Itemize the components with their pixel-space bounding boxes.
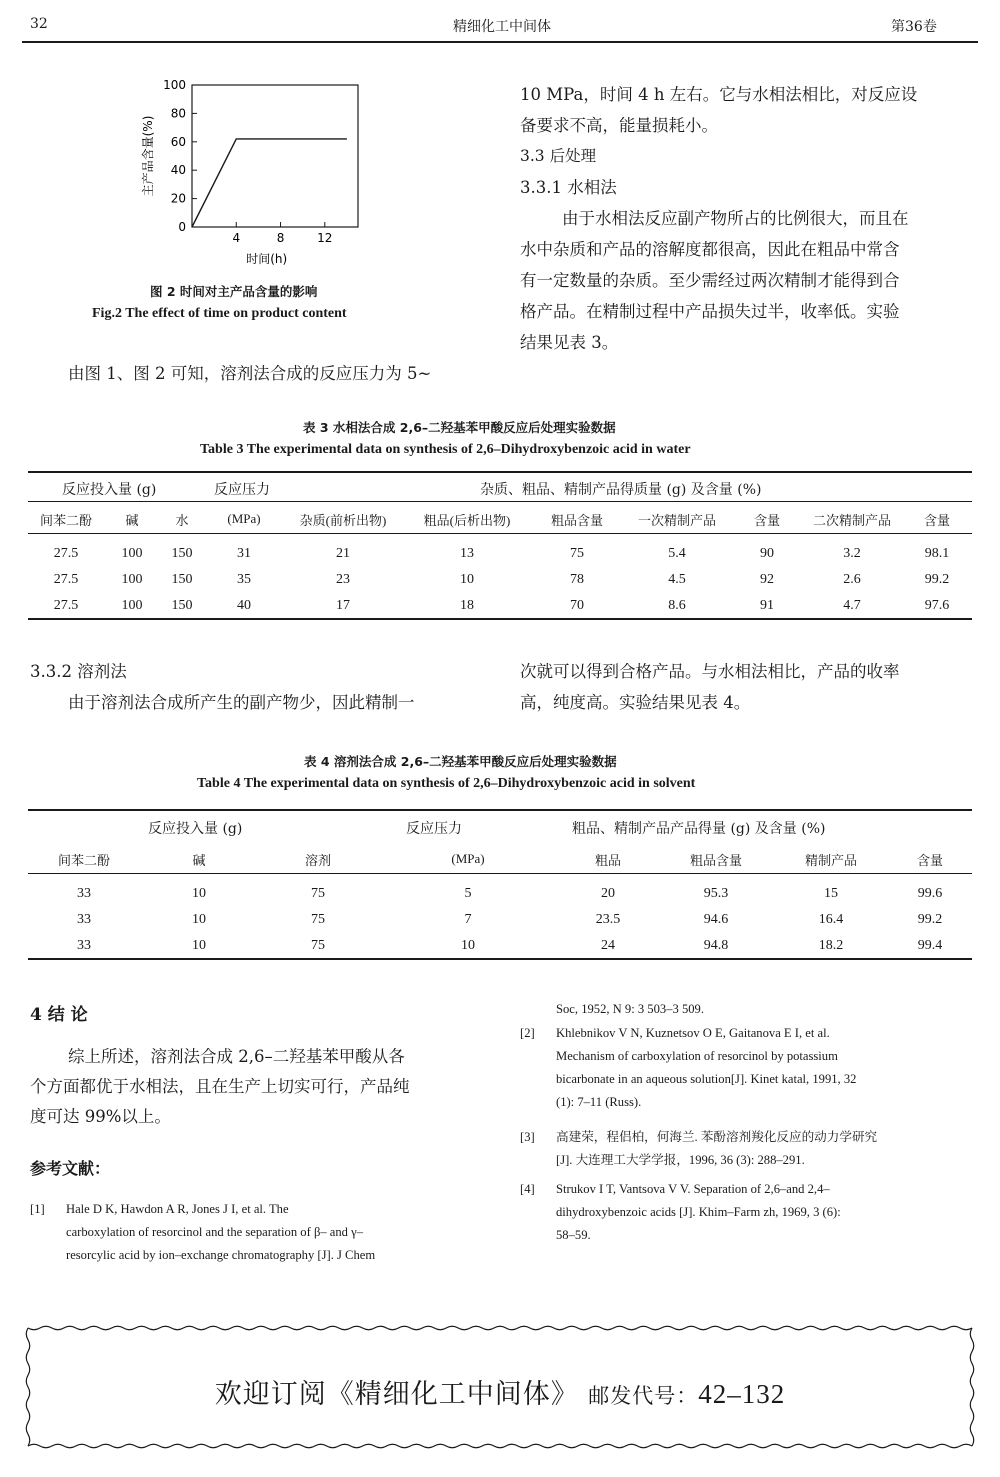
wavy-border-segment	[28, 1326, 972, 1330]
table-cell: 16.4	[818, 912, 844, 927]
column-header: 精制产品	[804, 852, 857, 868]
reference-line: resorcylic acid by ion–exchange chromatography [J]. J Chem	[66, 1248, 376, 1262]
column-header: 粗品(后析出物)	[423, 512, 511, 528]
reference-line: [J]. 大连理工大学学报，1996, 36 (3): 288–291.	[556, 1153, 805, 1167]
table-cell: 10	[460, 572, 474, 587]
column-header: 溶剂	[304, 852, 331, 868]
table-3-group-header: 杂质、粗品、精制产品得质量 (g) 及含量 (%)	[480, 482, 762, 498]
x-tick-label: 12	[317, 231, 333, 245]
column-header: 碱	[125, 512, 139, 528]
column-header: 粗品含量	[550, 512, 603, 528]
figure-2-caption-en: Fig.2 The effect of time on product content	[92, 306, 347, 321]
table-cell: 100	[121, 546, 143, 561]
reference-item	[520, 1022, 972, 1116]
reference-line: 58–59.	[556, 1228, 591, 1242]
table-cell: 5	[464, 886, 472, 901]
column-header: 间苯二酚	[39, 512, 92, 528]
figure-2-chart	[130, 75, 380, 275]
table-cell: 33	[77, 938, 91, 953]
references-heading: 参考文献：	[30, 1159, 111, 1178]
solvent-para-left: 由于溶剂法合成所产生的副产物少，因此精制一	[68, 693, 415, 712]
table-cell: 78	[570, 572, 584, 587]
column-header: 杂质(前析出物)	[299, 512, 387, 528]
table-row	[28, 907, 972, 933]
reference-line: Hale D K, Hawdon A R, Jones J I, et al. The	[66, 1202, 289, 1216]
table-cell: 75	[311, 886, 325, 901]
reference-line: Strukov I T, Vantsova V V. Separation of 2,6–and 2,4–	[556, 1182, 830, 1196]
table-row	[28, 881, 972, 907]
x-tick-label: 4	[232, 231, 241, 245]
table-cell: 4.7	[843, 598, 861, 613]
column-header: 含量	[753, 512, 780, 528]
table-cell: 10	[192, 912, 206, 927]
reference-line: (1): 7–11 (Russ).	[556, 1095, 642, 1109]
y-tick-label: 100	[163, 78, 186, 92]
column-header: 含量	[916, 852, 943, 868]
solvent-para-line: 高，纯度高。实验结果见表 4。	[520, 693, 751, 712]
reference-line: Khlebnikov V N, Kuznetsov O E, Gaitanova E I, et al.	[556, 1026, 830, 1040]
table-cell: 5.4	[668, 546, 686, 561]
table-cell: 100	[121, 572, 143, 587]
table-4-caption-cn: 表 4 溶剂法合成 2,6–二羟基苯甲酸反应后处理实验数据	[304, 754, 617, 769]
table-cell: 75	[311, 938, 325, 953]
table-cell: 18.2	[818, 938, 844, 953]
table-cell: 99.2	[917, 912, 943, 927]
table-3-caption-en: Table 3 The experimental data on synthesis of 2,6–Dihydroxybenzoic acid in water	[200, 442, 691, 457]
reference-number: [2]	[520, 1026, 535, 1040]
reference-item	[520, 1178, 972, 1250]
table-cell: 99.6	[917, 886, 943, 901]
section-3-3-2-heading: 3.3.2 溶剂法	[30, 662, 127, 681]
table-cell: 24	[601, 938, 615, 953]
table-cell: 31	[237, 546, 251, 561]
reference-text	[66, 1198, 482, 1267]
table-row	[28, 567, 972, 593]
table-cell: 3.2	[843, 546, 861, 561]
table-4-group-header: 反应压力	[406, 821, 462, 837]
table-3-group-rule	[28, 501, 972, 502]
table-cell: 20	[601, 886, 615, 901]
table-cell: 23	[336, 572, 350, 587]
y-tick-label: 40	[170, 163, 186, 178]
table-cell: 27.5	[53, 572, 79, 587]
y-tick-label: 20	[170, 191, 186, 206]
wavy-border-segment	[28, 1444, 972, 1448]
figure-2-caption-cn: 图 2 时间对主产品含量的影响	[150, 284, 318, 299]
table-4	[28, 845, 972, 959]
column-header: 粗品含量	[689, 852, 742, 868]
table-3-group-header: 反应投入量 (g)	[62, 482, 157, 498]
y-axis-label: 主产品含量(%)	[141, 115, 155, 197]
reference-line: dihydroxybenzoic acids [J]. Khim–Farm zh, 1969, 3 (6):	[556, 1205, 841, 1219]
table-cell: 10	[192, 886, 206, 901]
table-cell: 27.5	[53, 598, 79, 613]
series-line	[192, 139, 347, 227]
x-axis-label: 时间(h)	[246, 252, 288, 266]
table-cell: 10	[192, 938, 206, 953]
table-cell: 150	[171, 598, 193, 613]
subscription-banner	[22, 1322, 978, 1452]
reference-number: [4]	[520, 1182, 535, 1196]
right-column-text	[520, 79, 972, 358]
table-cell: 90	[760, 546, 774, 561]
table-3-header-row	[28, 505, 972, 533]
column-header: 粗品	[594, 852, 621, 868]
header-rule	[22, 41, 978, 43]
table-cell: 21	[336, 546, 350, 561]
table-cell: 13	[460, 546, 474, 561]
y-tick-label: 80	[170, 106, 186, 121]
table-3-group-header: 反应压力	[214, 482, 270, 498]
banner-text	[22, 1372, 978, 1411]
table-cell: 33	[77, 886, 91, 901]
table-cell: 92	[760, 572, 774, 587]
table-3	[28, 505, 972, 619]
table-cell: 94.6	[703, 912, 729, 927]
water-para-line: 水中杂质和产品的溶解度都很高，因此在粗品中常含	[520, 240, 900, 259]
reference-text	[556, 1178, 972, 1247]
y-tick-label: 60	[170, 134, 186, 149]
table-cell: 91	[760, 598, 774, 613]
solvent-para-right	[520, 656, 900, 718]
journal-title: 精细化工中间体	[453, 19, 551, 35]
table-cell: 98.1	[924, 546, 950, 561]
conclusion-body	[30, 1042, 482, 1132]
banner-code: 42–132	[698, 1379, 786, 1409]
paragraph-pressure-left: 由图 1、图 2 可知，溶剂法合成的反应压力为 5~	[68, 364, 432, 383]
column-header: (MPa)	[451, 851, 485, 866]
table-cell: 94.8	[703, 938, 729, 953]
table-cell: 100	[121, 598, 143, 613]
reference-line: carboxylation of resorcinol and the separation of β– and γ–	[66, 1225, 363, 1239]
section-3-3-1-heading: 3.3.1 水相法	[520, 178, 617, 197]
column-header: 碱	[192, 852, 206, 868]
column-header: 间苯二酚	[57, 852, 110, 868]
table-cell: 8.6	[668, 598, 686, 613]
volume-label: 第36卷	[891, 19, 937, 35]
table-row	[28, 593, 972, 619]
y-tick-label: 0	[178, 220, 186, 234]
water-para-line: 格产品。在精制过程中产品损失过半，收率低。实验	[520, 302, 900, 321]
table-cell: 23.5	[595, 912, 621, 927]
column-header: 含量	[923, 512, 950, 528]
table-4-header-row	[28, 845, 972, 873]
conclusion-line: 度可达 99%以上。	[30, 1107, 171, 1126]
conclusion-heading: 4 结 论	[30, 1005, 88, 1025]
column-header: 一次精制产品	[637, 512, 716, 528]
table-cell: 95.3	[703, 886, 729, 901]
table-3-top-rule	[28, 471, 972, 473]
table-cell: 17	[336, 598, 350, 613]
reference-line: Soc, 1952, N 9: 3 503–3 509.	[556, 1002, 704, 1016]
reference-line: 高建荣，程侣柏，何海兰. 苯酚溶剂羧化反应的动力学研究	[556, 1130, 878, 1144]
reference-text	[556, 1126, 972, 1172]
conclusion-line: 综上所述，溶剂法合成 2,6–二羟基苯甲酸从各	[68, 1047, 405, 1066]
water-para-line: 由于水相法反应副产物所占的比例很大，而且在	[562, 209, 909, 228]
table-cell: 10	[461, 938, 475, 953]
right-line: 备要求不高，能量损耗小。	[520, 116, 718, 135]
reference-item	[520, 998, 972, 1022]
right-line: 10 MPa，时间 4 h 左右。它与水相法相比，对反应设	[520, 85, 918, 104]
table-cell: 2.6	[843, 572, 861, 587]
table-cell: 4.5	[668, 572, 686, 587]
table-cell: 150	[171, 572, 193, 587]
reference-item	[520, 1126, 972, 1174]
table-cell: 40	[237, 598, 251, 613]
table-cell: 33	[77, 912, 91, 927]
column-header: (MPa)	[227, 511, 261, 526]
page-number: 32	[30, 16, 48, 32]
plot-frame	[192, 85, 358, 227]
reference-number: [1]	[30, 1202, 45, 1216]
column-header: 水	[175, 512, 189, 528]
water-para-line: 结果见表 3。	[520, 333, 619, 352]
table-4-group-header: 反应投入量 (g)	[148, 821, 243, 837]
reference-text	[556, 1022, 972, 1114]
table-cell: 99.2	[924, 572, 950, 587]
solvent-para-line: 次就可以得到合格产品。与水相法相比，产品的收率	[520, 662, 900, 681]
table-cell: 99.4	[917, 938, 943, 953]
table-cell: 70	[570, 598, 584, 613]
banner-main-text: 欢迎订阅《精细化工中间体》	[214, 1379, 579, 1410]
table-cell: 7	[464, 912, 472, 927]
table-cell: 18	[460, 598, 474, 613]
table-row	[28, 541, 972, 567]
reference-line: Mechanism of carboxylation of resorcinol by potassium	[556, 1049, 838, 1063]
table-cell: 27.5	[53, 546, 79, 561]
banner-code-label: 邮发代号：	[588, 1384, 699, 1408]
table-cell: 75	[311, 912, 325, 927]
table-4-top-rule	[28, 809, 972, 811]
conclusion-line: 个方面都优于水相法，且在生产上切实可行，产品纯	[30, 1077, 410, 1096]
water-para-line: 有一定数量的杂质。至少需经过两次精制才能得到合	[520, 271, 900, 290]
table-cell: 15	[824, 886, 838, 901]
table-row	[28, 933, 972, 959]
reference-item	[30, 1198, 482, 1270]
x-tick-label: 8	[276, 231, 285, 245]
table-4-group-header: 粗品、精制产品产品得量 (g) 及含量 (%)	[572, 821, 826, 837]
column-header: 二次精制产品	[812, 512, 891, 528]
table-3-caption-cn: 表 3 水相法合成 2,6–二羟基苯甲酸反应后处理实验数据	[303, 420, 616, 435]
table-cell: 150	[171, 546, 193, 561]
section-3-3-heading: 3.3 后处理	[520, 147, 597, 165]
reference-number: [3]	[520, 1130, 535, 1144]
table-cell: 75	[570, 546, 584, 561]
table-cell: 97.6	[924, 598, 950, 613]
table-cell: 35	[237, 572, 251, 587]
table-4-caption-en: Table 4 The experimental data on synthesis of 2,6–Dihydroxybenzoic acid in solvent	[197, 776, 696, 791]
reference-line: bicarbonate in an aqueous solution[J]. Kinet katal, 1991, 32	[556, 1072, 857, 1086]
reference-text	[556, 998, 972, 1021]
